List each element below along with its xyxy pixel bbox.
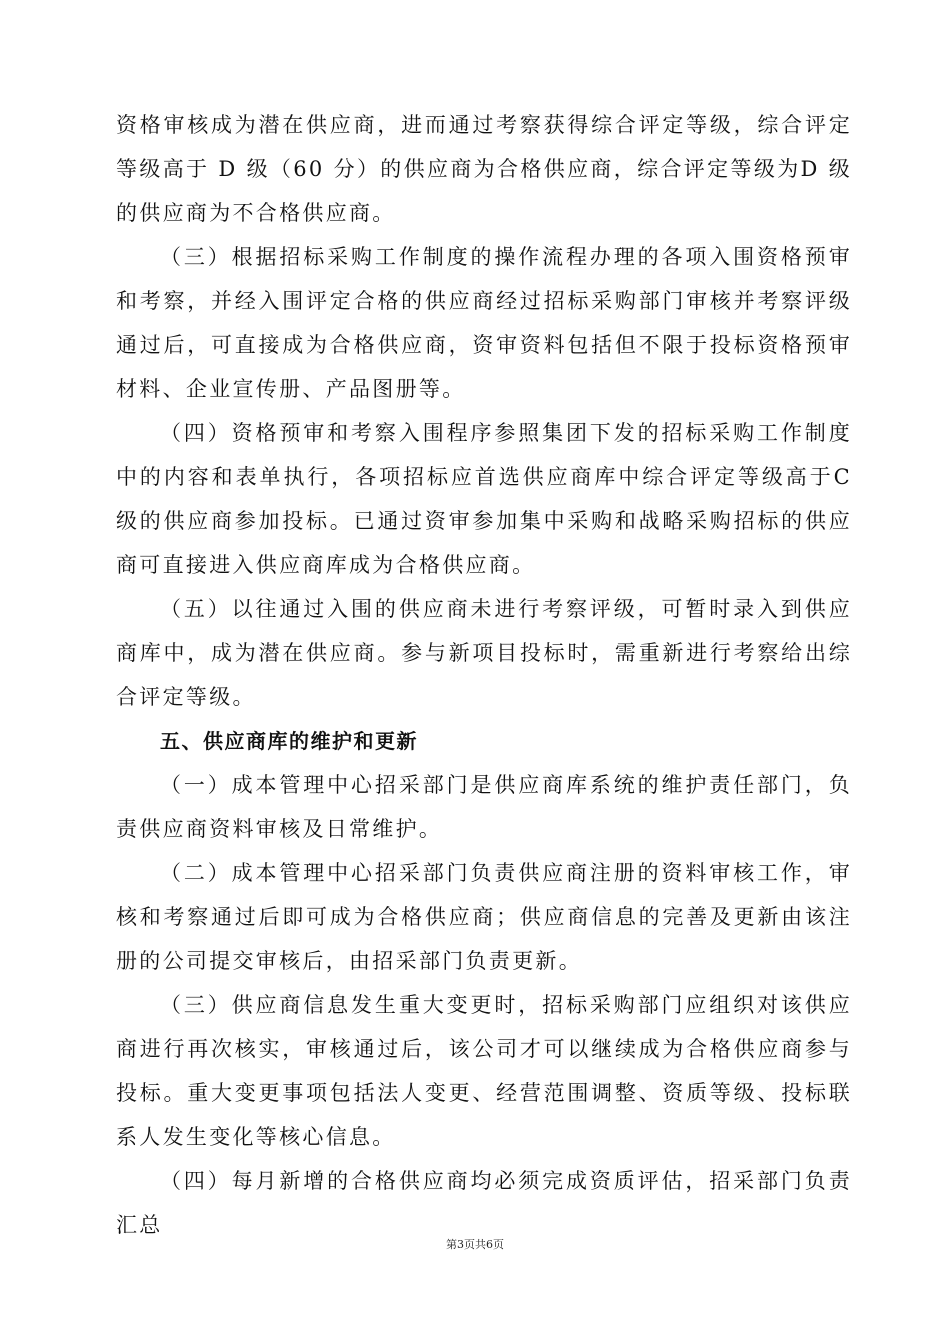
section-heading: 五、供应商库的维护和更新 bbox=[160, 729, 418, 753]
paragraph-continuation: 资格审核成为潜在供应商，进而通过考察获得综合评定等级，综合评定等级高于 D 级（60 分）的供应商为合格供应商，综合评定等级为D 级的供应商为不合格供应商。 bbox=[116, 113, 852, 225]
page-number-footer: 第3页共6页 bbox=[446, 1238, 504, 1251]
paragraph-section5-item-1: （一）成本管理中心招采部门是供应商库系统的维护责任部门，负责供应商资料审核及日常维护。 bbox=[116, 773, 852, 841]
paragraph-item-4: （四）资格预审和考察入围程序参照集团下发的招标采购工作制度中的内容和表单执行，各项招标应首选供应商库中综合评定等级高于C 级的供应商参加投标。已通过资审参加集中采购和战略采购招标的供应商可直接进入供应商库成为合格供应商。 bbox=[116, 421, 852, 577]
paragraph-section5-item-4: （四）每月新增的合格供应商均必须完成资质评估，招采部门负责汇总 bbox=[116, 1169, 852, 1237]
paragraph-section5-item-3: （三）供应商信息发生重大变更时，招标采购部门应组织对该供应商进行再次核实，审核通过后，该公司才可以继续成为合格供应商参与投标。重大变更事项包括法人变更、经营范围调整、资质等级、投标联系人发生变化等核心信息。 bbox=[116, 993, 852, 1149]
paragraph-item-3: （三）根据招标采购工作制度的操作流程办理的各项入围资格预审和考察，并经入围评定合格的供应商经过招标采购部门审核并考察评级通过后，可直接成为合格供应商，资审资料包括但不限于投标资格预审材料、企业宣传册、产品图册等。 bbox=[116, 245, 852, 401]
paragraph-item-5: （五）以往通过入围的供应商未进行考察评级，可暂时录入到供应商库中，成为潜在供应商。参与新项目投标时，需重新进行考察给出综合评定等级。 bbox=[116, 597, 852, 709]
document-body bbox=[116, 103, 852, 1247]
paragraph-section5-item-2: （二）成本管理中心招采部门负责供应商注册的资料审核工作，审核和考察通过后即可成为合格供应商；供应商信息的完善及更新由该注册的公司提交审核后，由招采部门负责更新。 bbox=[116, 861, 852, 973]
